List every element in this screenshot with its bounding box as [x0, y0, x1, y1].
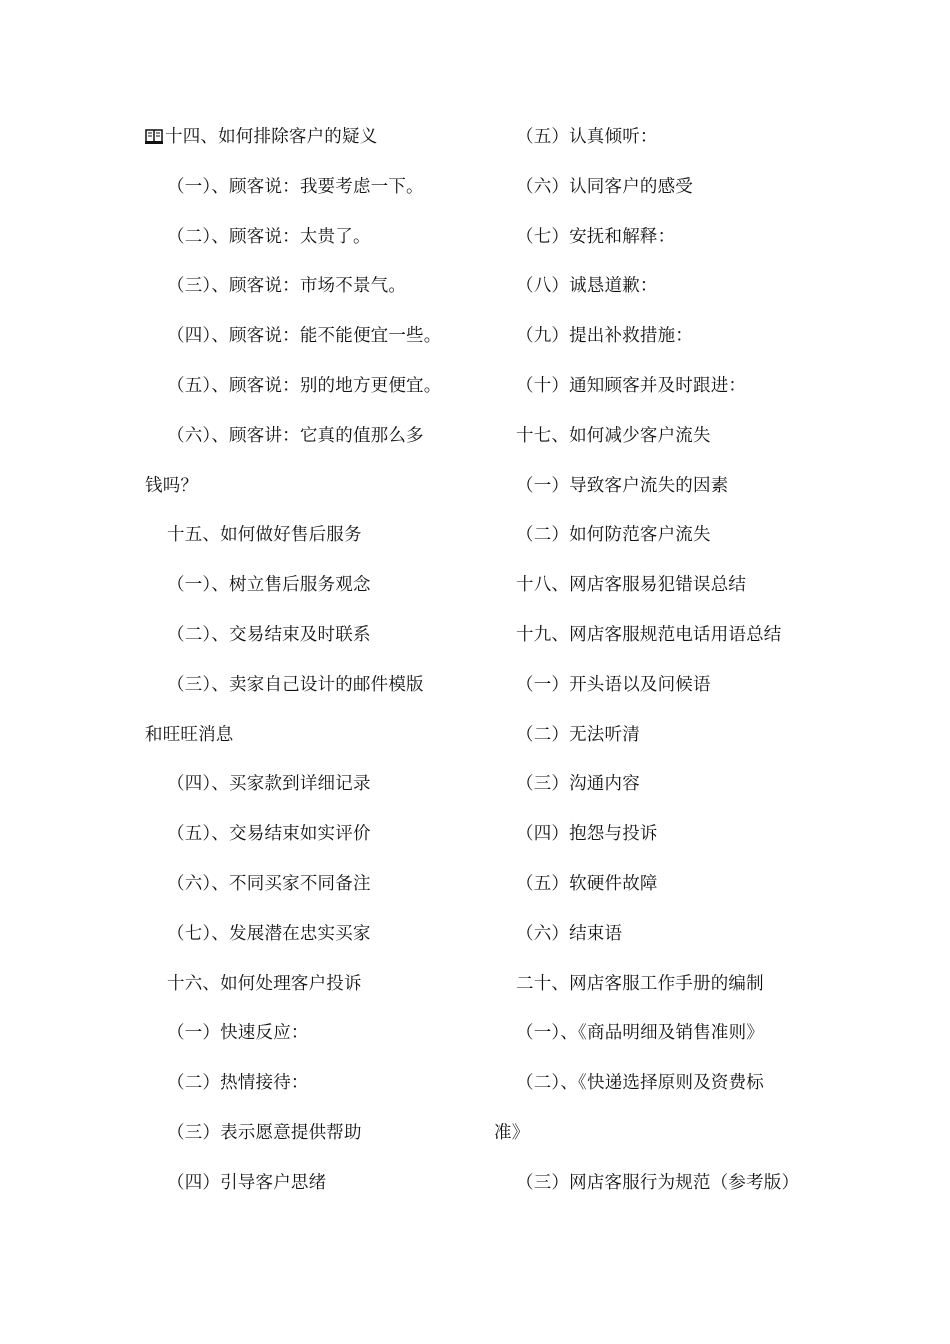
- toc-entry: （三）网店客服行为规范（参考版）: [516, 1172, 800, 1193]
- toc-entry: 十九、网店客服规范电话用语总结: [516, 624, 782, 645]
- toc-entry: （二）热情接待：: [167, 1073, 309, 1094]
- toc-entry: （十）通知顾客并及时跟进：: [516, 375, 747, 396]
- toc-entry: （一）、顾客说：我要考虑一下。: [167, 176, 424, 197]
- heading-text: 十四、如何排除客户的疑义: [165, 127, 378, 147]
- toc-entry: （五）软硬件故障: [516, 873, 658, 894]
- toc-entry: （二）、交易结束及时联系: [167, 624, 371, 645]
- toc-entry: （四）引导客户思绪: [167, 1172, 327, 1193]
- book-icon: [145, 124, 163, 140]
- toc-entry: （四）、顾客说：能不能便宜一些。: [167, 326, 442, 347]
- toc-entry: （一）开头语以及问候语: [516, 674, 711, 695]
- toc-entry: （五）、顾客说：别的地方更便宜。: [167, 375, 442, 396]
- toc-entry: （三）、顾客说：市场不景气。: [167, 276, 407, 297]
- toc-entry: （二）无法听清: [516, 724, 640, 745]
- toc-entry: （六）、顾客讲：它真的值那么多: [167, 425, 424, 446]
- right-column: [494, 122, 814, 1218]
- toc-entry: （三）表示愿意提供帮助: [167, 1122, 362, 1143]
- toc-entry: （六）结束语: [516, 923, 623, 944]
- toc-entry: （七）、发展潜在忠实买家: [167, 923, 371, 944]
- toc-entry: （一）、《商品明细及销售准则》: [516, 1023, 764, 1044]
- toc-entry: 二十、网店客服工作手册的编制: [516, 973, 764, 994]
- toc-entry: （一）快速反应：: [167, 1023, 309, 1044]
- toc-entry: 和旺旺消息: [145, 724, 234, 745]
- toc-entry: （三）沟通内容: [516, 774, 640, 795]
- toc-entry: （三）、卖家自己设计的邮件模版: [167, 674, 424, 695]
- section-heading-14: [145, 122, 475, 172]
- toc-entry: （七）安抚和解释：: [516, 226, 676, 247]
- toc-entry: （一）导致客户流失的因素: [516, 475, 729, 496]
- toc-entry: （二）、顾客说：太贵了。: [167, 226, 371, 247]
- toc-entry: （五）认真倾听：: [516, 127, 658, 147]
- toc-entry: 钱吗？: [145, 475, 199, 496]
- toc-entry: （六）认同客户的感受: [516, 176, 693, 197]
- toc-entry: （二）、《快递选择原则及资费标: [516, 1073, 764, 1094]
- toc-entry: （八）诚恳道歉：: [516, 276, 658, 297]
- toc-entry: 十六、如何处理客户投诉: [167, 973, 362, 994]
- left-column: [145, 122, 475, 1218]
- toc-entry: 十八、网店客服易犯错误总结: [516, 575, 747, 596]
- toc-entry: 十七、如何减少客户流失: [516, 425, 711, 446]
- toc-entry: （九）提出补救措施：: [516, 326, 693, 347]
- toc-entry: （五）、交易结束如实评价: [167, 824, 371, 845]
- toc-entry: 准》: [494, 1122, 530, 1143]
- toc-entry: 十五、如何做好售后服务: [167, 525, 362, 546]
- toc-entry: （四）、买家款到详细记录: [167, 774, 371, 795]
- toc-entry: （四）抱怨与投诉: [516, 824, 658, 845]
- toc-entry: （六）、不同买家不同备注: [167, 873, 371, 894]
- toc-entry: （二）如何防范客户流失: [516, 525, 711, 546]
- toc-entry: （一）、树立售后服务观念: [167, 575, 371, 596]
